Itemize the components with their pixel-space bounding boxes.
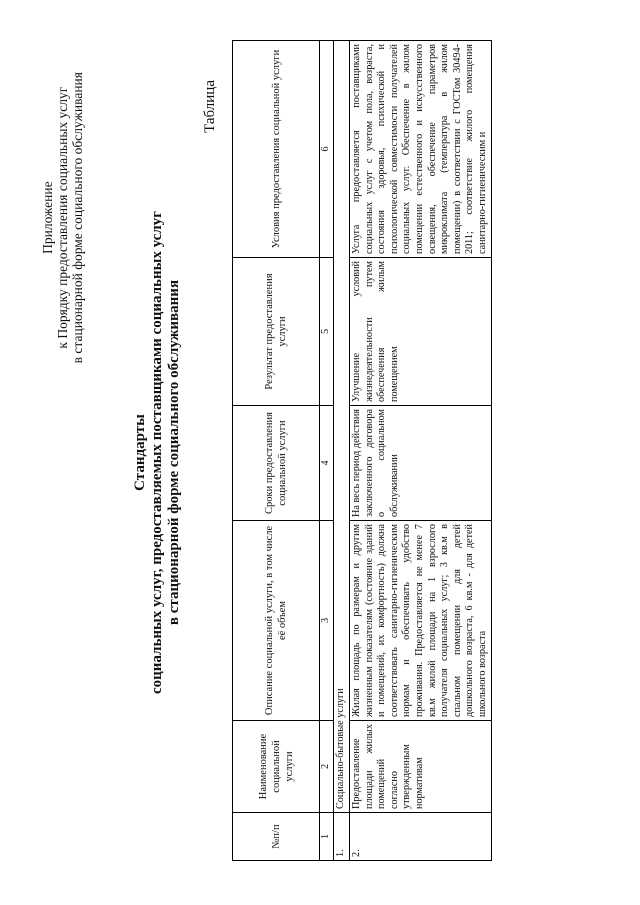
service-conditions: Услуга предоставляется поставщиками социальных услуг с учетом пола, возраста, состояния здоровья, психической и психологической совместимости получателей социальных услуг. Обеспечение в жилом помещении естественного и искусственного освещения, обеспечение параметров микроклимата (температура в жилом помещении) в соответствии с ГОСТом 30494-2011; соответствие жилого помещения санитарно-гигиеническим и	[350, 41, 492, 258]
service-name: Предоставление площади жилых помещений согласно утвержденным нормативам	[350, 721, 492, 813]
table-row	[350, 41, 492, 861]
column-number: 3	[320, 521, 334, 721]
column-number: 5	[320, 258, 334, 406]
header-name: Наименование социальной услуги	[233, 721, 320, 813]
appendix-line-2: к Порядку предоставления социальных услуг	[55, 86, 70, 349]
column-number-row	[320, 41, 334, 861]
column-number: 6	[320, 41, 334, 258]
column-number: 2	[320, 721, 334, 813]
header-num: №п/п	[233, 813, 320, 861]
section-num: 1.	[334, 813, 350, 861]
section-row	[334, 41, 350, 861]
header-conditions: Условия предоставления социальной услуги	[233, 41, 320, 258]
service-terms: На весь период действия заключенного договора о социальном обслуживании	[350, 406, 492, 521]
table-label: Таблица	[202, 80, 218, 133]
appendix-line-1: Приложение	[40, 181, 55, 254]
column-number: 4	[320, 406, 334, 521]
header-description: Описание социальной услуги, в том числе её объем	[233, 521, 320, 721]
service-result: Улучшение условий жизнедеятельности путем обеспечения жилым помещением	[350, 258, 492, 406]
appendix-line-3: в стационарной форме социального обслуживания	[70, 72, 85, 364]
title-line-3: в стационарной форме социального обслуживания	[166, 279, 182, 626]
column-number: 1	[320, 813, 334, 861]
document-title	[132, 0, 183, 905]
row-num: 2.	[350, 813, 492, 861]
standards-table	[232, 40, 492, 861]
service-description: Жилая площадь по размерам и другим жизненным показателям (состояние зданий и помещений, их комфортность) должна соответствовать санитарно-гигиеническим нормам и обеспечивать удобство проживания. Предоставляется не менее 7 кв.м жилой площади на 1 взрослого получателя социальных услуг; 3 кв.м в спальном помещении для детей дошкольного возраста, 6 кв.м - для детей школьного возраста	[350, 521, 492, 721]
table-header-row	[233, 41, 320, 861]
appendix-header	[40, 72, 85, 363]
title-line-1: Стандарты	[132, 414, 148, 491]
header-terms: Сроки предоставления социальной услуги	[233, 406, 320, 521]
header-result: Результат предоставления услуги	[233, 258, 320, 406]
section-label: Социально-бытовые услуги	[334, 41, 350, 813]
title-line-2: социальных услуг, предоставляемых поставщиками социальных услуг	[149, 211, 165, 695]
